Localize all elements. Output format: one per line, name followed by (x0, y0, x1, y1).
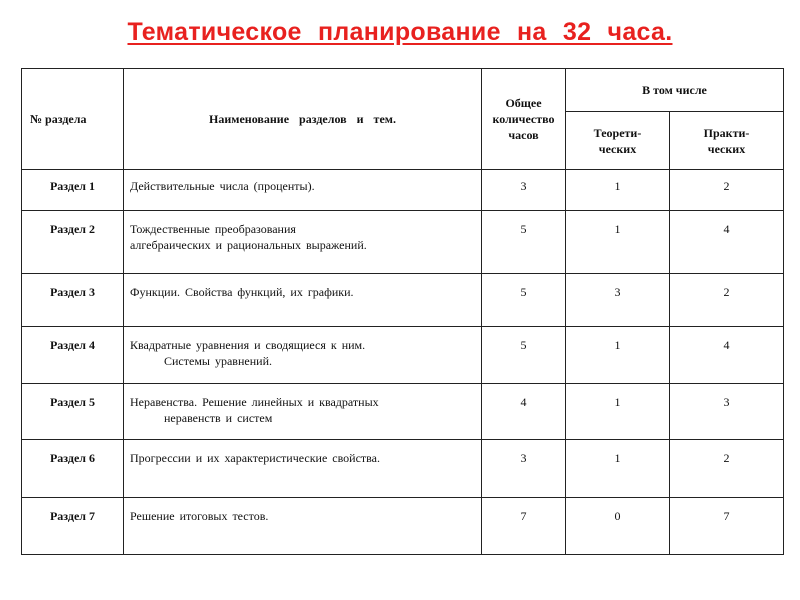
table-row (22, 384, 784, 440)
header-section-name: Наименование разделов и тем. (124, 69, 482, 170)
section-number: Раздел 3 (22, 274, 124, 327)
header-practice-line2: ческих (707, 141, 746, 156)
header-theory (566, 112, 670, 170)
total-hours: 4 (482, 384, 566, 440)
table-row (22, 211, 784, 274)
theory-hours: 0 (566, 498, 670, 555)
section-name-line2: Системы уравнений. (164, 354, 272, 368)
total-hours: 7 (482, 498, 566, 555)
section-name-line2: алгебраических и рациональных выражений. (130, 238, 367, 252)
practice-hours: 2 (670, 170, 784, 211)
practice-hours: 3 (670, 384, 784, 440)
plan-table (21, 68, 784, 555)
table-row (22, 440, 784, 498)
section-number: Раздел 5 (22, 384, 124, 440)
practice-hours: 2 (670, 440, 784, 498)
practice-hours: 4 (670, 211, 784, 274)
section-name (124, 498, 482, 555)
theory-hours: 1 (566, 440, 670, 498)
section-name-line1: Функции. Свойства функций, их графики. (130, 285, 354, 299)
theory-hours: 1 (566, 211, 670, 274)
theory-hours: 1 (566, 170, 670, 211)
theory-hours: 1 (566, 327, 670, 384)
section-name-line1: Неравенства. Решение линейных и квадратных (130, 395, 379, 409)
section-name (124, 440, 482, 498)
header-total-line3: часов (508, 128, 539, 142)
section-number: Раздел 7 (22, 498, 124, 555)
header-total-line2: количество (492, 112, 555, 126)
section-name (124, 384, 482, 440)
header-theory-line2: ческих (598, 141, 637, 156)
table-row (22, 274, 784, 327)
total-hours: 5 (482, 327, 566, 384)
section-name (124, 170, 482, 211)
page-title: Тематическое планирование на 32 часа. (127, 18, 673, 46)
total-hours: 3 (482, 440, 566, 498)
header-section-number: № раздела (22, 69, 124, 170)
total-hours: 5 (482, 274, 566, 327)
theory-hours: 1 (566, 384, 670, 440)
header-practice (670, 112, 784, 170)
section-name (124, 327, 482, 384)
table-row (22, 327, 784, 384)
header-total-hours (482, 69, 566, 170)
header-theory-line1: Теорети- (593, 125, 642, 140)
total-hours: 5 (482, 211, 566, 274)
header-including: В том числе (566, 69, 784, 112)
header-total-line1: Общее (505, 96, 542, 110)
section-number: Раздел 6 (22, 440, 124, 498)
section-name-line1: Тождественные преобразования (130, 222, 296, 236)
section-name-line1: Прогрессии и их характеристические свойства. (130, 451, 381, 465)
table-header-row (22, 69, 784, 112)
practice-hours: 4 (670, 327, 784, 384)
header-practice-line1: Практи- (703, 125, 750, 140)
section-name-line1: Квадратные уравнения и сводящиеся к ним. (130, 338, 366, 352)
section-number: Раздел 4 (22, 327, 124, 384)
theory-hours: 3 (566, 274, 670, 327)
total-hours: 3 (482, 170, 566, 211)
section-name-line2: неравенств и систем (164, 411, 273, 425)
section-number: Раздел 1 (22, 170, 124, 211)
section-name (124, 211, 482, 274)
practice-hours: 2 (670, 274, 784, 327)
practice-hours: 7 (670, 498, 784, 555)
section-name (124, 274, 482, 327)
section-number: Раздел 2 (22, 211, 124, 274)
table-row (22, 170, 784, 211)
section-name-line1: Действительные числа (проценты). (130, 179, 315, 193)
section-name-line1: Решение итоговых тестов. (130, 509, 269, 523)
table-row (22, 498, 784, 555)
